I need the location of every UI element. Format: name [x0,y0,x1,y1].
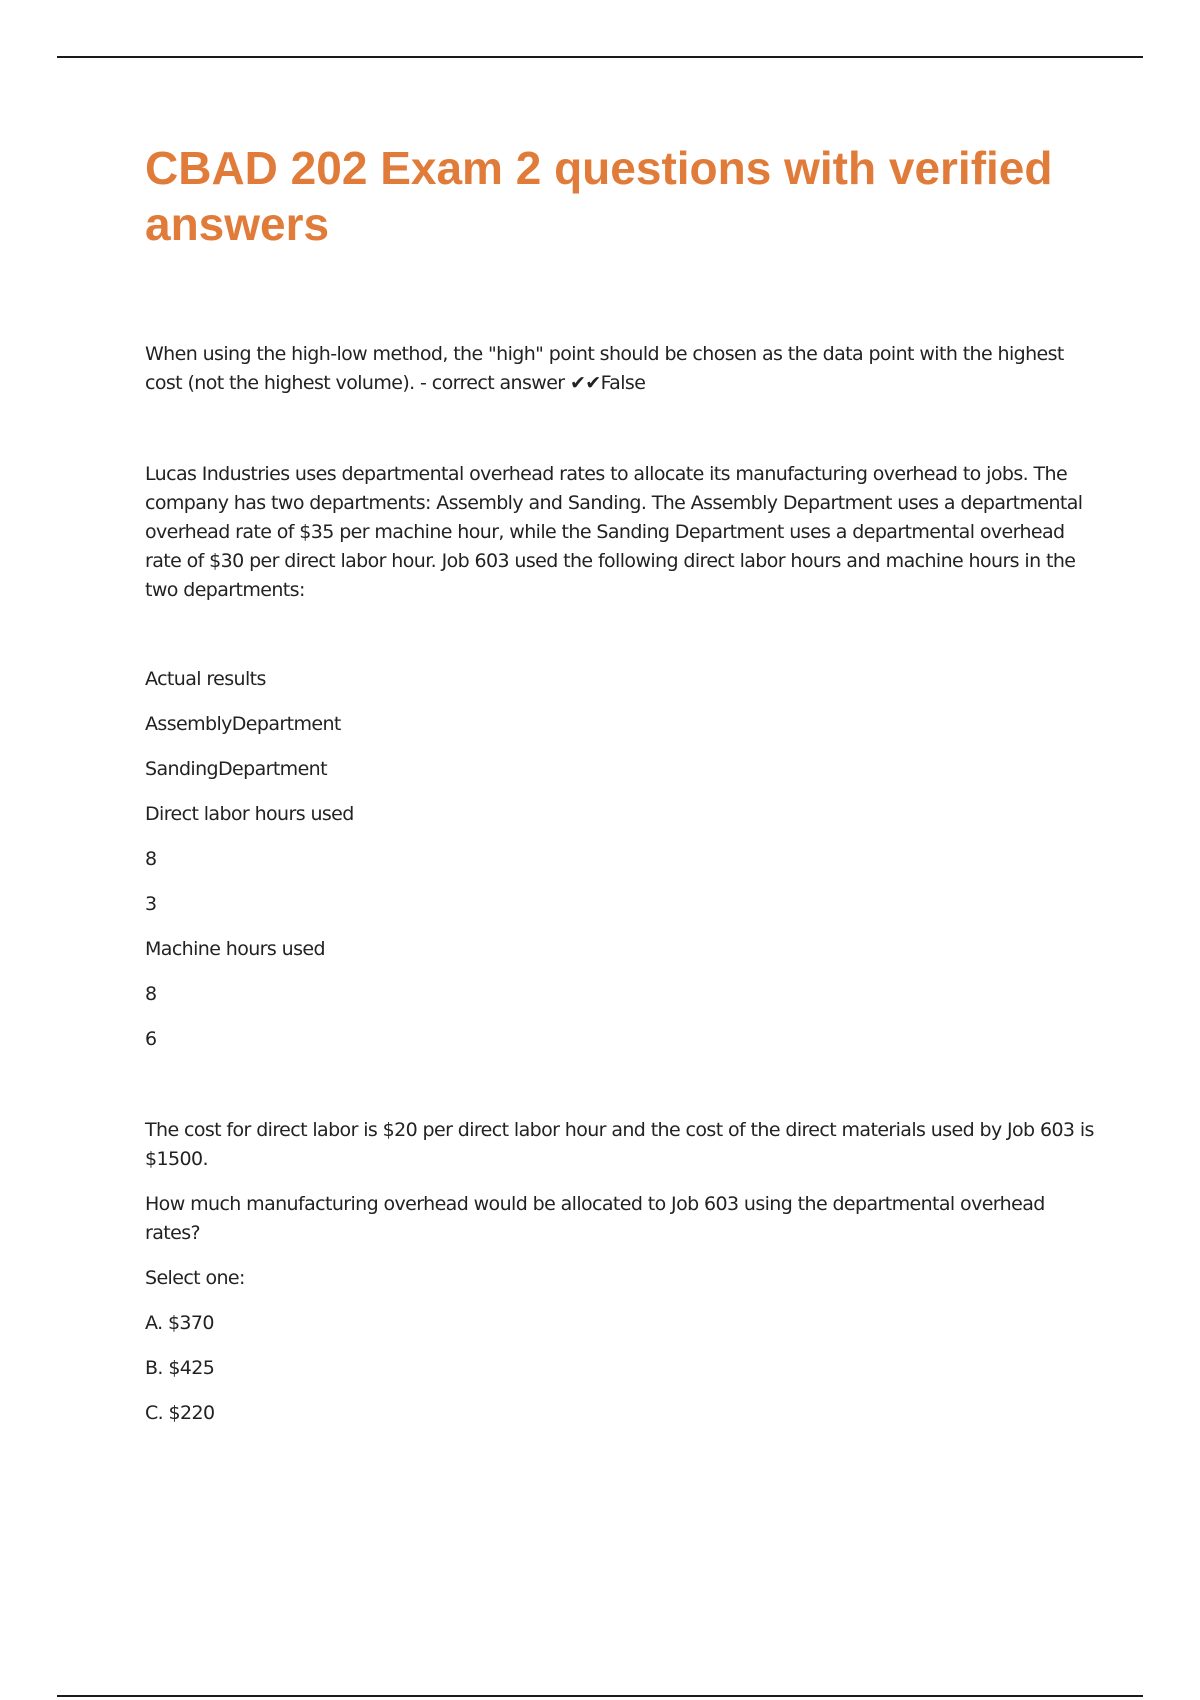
question-2-cost: The cost for direct labor is $20 per direct labor hour and the cost of the direct materials used by Job 603 is $1500. [145,1119,1094,1170]
document-body [145,140,1095,1444]
question-2-prompt: How much manufacturing overhead would be allocated to Job 603 using the departmental overhead rates? [145,1193,1045,1244]
question-2-details [145,1116,1095,1428]
bottom-rule [57,1695,1143,1697]
job-hours-list [145,665,1095,1054]
question-1: When using the high-low method, the "high" point should be chosen as the data point with the highest cost (not the highest volume). - correct answer ✔✔False [145,343,1064,394]
answer-option-b: B. $425 [145,1357,215,1379]
list-item: Direct labor hours used [145,803,354,825]
top-rule [57,56,1143,58]
list-item: 3 [145,893,157,915]
list-item: 6 [145,1028,157,1050]
list-item: AssemblyDepartment [145,713,341,735]
list-item: Machine hours used [145,938,325,960]
select-one-label: Select one: [145,1267,245,1289]
answer-option-c: C. $220 [145,1402,215,1424]
document-title: CBAD 202 Exam 2 questions with verified answers [145,142,1053,250]
list-item: SandingDepartment [145,758,327,780]
list-item: Actual results [145,668,266,690]
answer-option-a: A. $370 [145,1312,214,1334]
list-item: 8 [145,848,157,870]
list-item: 8 [145,983,157,1005]
question-2-intro: Lucas Industries uses departmental overhead rates to allocate its manufacturing overhead to jobs. The company has two departments: Assembly and Sanding. The Assembly Department uses a departmental overhead rate of $35 per machine hour, while the Sanding Department uses a departmental overhead rate of $30 per direct labor hour. Job 603 used the following direct labor hours and machine hours in the two departments: [145,463,1083,601]
